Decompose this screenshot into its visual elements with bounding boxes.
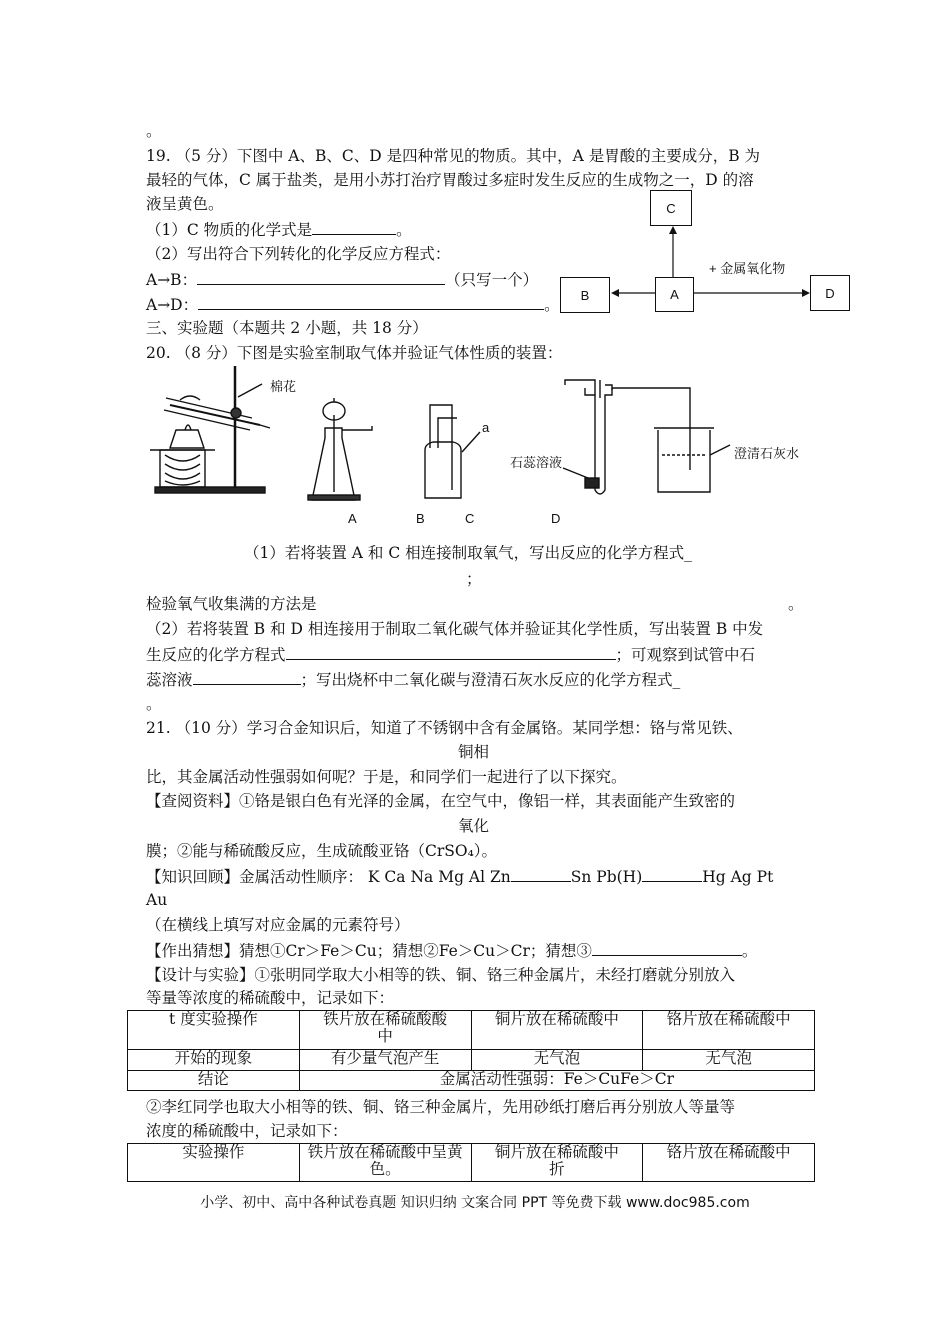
answer-blank[interactable] bbox=[642, 865, 702, 882]
label-litmus: 石蕊溶液 bbox=[510, 456, 563, 471]
question-21-line-12: 等量等浓度的稀硫酸中，记录如下： bbox=[146, 989, 395, 1007]
question-19-part-2: （2）写出符合下列转化的化学反应方程式： bbox=[146, 245, 451, 263]
text: ；可观察到试管中石 bbox=[615, 646, 756, 664]
question-21-line-6: 膜；②能与稀硫酸反应，生成硫酸亚铬（CrSO₄）。 bbox=[146, 842, 498, 860]
question-20-line-1: 20. （8 分）下图是实验室制取气体并验证气体性质的装置： bbox=[146, 344, 563, 362]
text: 生反应的化学方程式 bbox=[146, 646, 286, 664]
question-21-line-4: 【查阅资料】①铬是银白色有光泽的金属，在空气中，像铝一样，其表面能产生致密的 bbox=[146, 792, 736, 810]
question-21-line-1: 21. （10 分）学习合金知识后，知道了不锈钢中含有金属铬。某同学想：铬与常见铁、 bbox=[146, 719, 743, 737]
question-19-line-3: 液呈黄色。 bbox=[146, 195, 224, 213]
node-d: D bbox=[810, 275, 850, 311]
question-19-line-2: 最轻的气体，C 属于盐类，是用小苏打治疗胃酸过多症时发生反应的生成物之一，D 的溶 bbox=[146, 171, 754, 189]
text: （只写一个） bbox=[445, 271, 539, 289]
table-cell: 结论 bbox=[128, 1071, 300, 1091]
table-cell: 实验操作 bbox=[128, 1144, 300, 1182]
question-21-line-14: 浓度的稀硫酸中，记录如下： bbox=[146, 1122, 348, 1140]
text-semicolon: ； bbox=[466, 570, 482, 588]
label-apparatus-a: A bbox=[348, 511, 357, 526]
table-cell: 铁片放在稀硫酸酸 中 bbox=[299, 1011, 471, 1050]
text-line: 。 bbox=[146, 122, 162, 140]
node-b: B bbox=[560, 277, 610, 313]
text: 【作出猜想】猜想①Cr＞Fe＞Cu；猜想②Fe＞Cu＞Cr；猜想③ bbox=[146, 942, 592, 960]
question-21-activity-series bbox=[146, 865, 773, 888]
text: A→B： bbox=[146, 271, 198, 289]
question-19-line-1: 19. （5 分）下图中 A、B、C、D 是四种常见的物质。其中，A 是胃酸的主要成分，B 为 bbox=[146, 147, 761, 165]
question-21-line-5: 氧化 bbox=[458, 817, 490, 835]
table-cell: 金属活动性强弱：Fe＞CuFe＞Cr bbox=[299, 1071, 814, 1091]
label-apparatus-c: C bbox=[465, 511, 475, 526]
apparatus-figure bbox=[0, 0, 950, 530]
text: ；写出烧杯中二氧化碳与澄清石灰水反应的化学方程式_ bbox=[300, 671, 681, 689]
question-20-part-2-line-3 bbox=[146, 668, 680, 691]
text: Sn Pb(H) bbox=[570, 868, 643, 886]
question-21-hypothesis bbox=[146, 939, 757, 962]
arrow-label: + 金属氧化物 bbox=[709, 261, 786, 276]
experiment-table-2 bbox=[127, 1143, 815, 1182]
question-21-line-9: （在横线上填写对应金属的元素符号） bbox=[146, 916, 410, 934]
table-cell: 开始的现象 bbox=[128, 1050, 300, 1071]
answer-blank[interactable] bbox=[286, 643, 616, 660]
table-cell: 铜片放在稀硫酸中 折 bbox=[471, 1144, 643, 1182]
label-limewater: 澄清石灰水 bbox=[734, 447, 800, 462]
answer-blank[interactable] bbox=[592, 939, 742, 956]
node-a: A bbox=[655, 277, 694, 312]
label-a: a bbox=[482, 420, 490, 435]
question-21-line-3: 比，其金属活动性强弱如何呢？于是，和同学们一起进行了以下探究。 bbox=[146, 768, 627, 786]
answer-blank[interactable] bbox=[511, 865, 571, 882]
node-c: C bbox=[650, 190, 692, 226]
label-apparatus-b: B bbox=[416, 511, 425, 526]
question-20-part-2-line-2 bbox=[146, 643, 755, 666]
table-cell: 无气泡 bbox=[471, 1050, 643, 1071]
question-21-line-2: 铜相 bbox=[458, 743, 490, 761]
section-heading: 三、实验题（本题共 2 小题，共 18 分） bbox=[146, 319, 428, 337]
question-21-line-13: ②李红同学也取大小相等的铁、铜、铬三种金属片，先用砂纸打磨后再分别放人等量等 bbox=[146, 1098, 736, 1116]
question-20-check: 检验氧气收集满的方法是 bbox=[146, 595, 317, 613]
page-footer: 小学、初中、高中各种试卷真题 知识归纳 文案合同 PPT 等免费下载 www.doc985.com bbox=[200, 1195, 750, 1211]
label-cotton: 棉花 bbox=[270, 380, 297, 395]
question-21-line-8: Au bbox=[146, 891, 168, 909]
text: 。 bbox=[741, 942, 758, 960]
text-period: 。 bbox=[788, 595, 804, 613]
question-20-part-2-line-1: （2）若将装置 B 和 D 相连接用于制取二氧化碳气体并验证其化学性质，写出装置 B 中发 bbox=[146, 620, 764, 638]
text: 。 bbox=[544, 296, 560, 314]
question-21-line-11: 【设计与实验】①张明同学取大小相等的铁、铜、铬三种金属片，未经打磨就分别放入 bbox=[146, 966, 736, 984]
text: 蕊溶液 bbox=[146, 671, 193, 689]
answer-blank[interactable] bbox=[193, 668, 301, 685]
table-cell: 有少量气泡产生 bbox=[299, 1050, 471, 1071]
table-cell: t 度实验操作 bbox=[128, 1011, 300, 1050]
table-cell: 铜片放在稀硫酸中 bbox=[471, 1011, 643, 1050]
table-cell: 铬片放在稀硫酸中 bbox=[643, 1011, 815, 1050]
text-period: 。 bbox=[146, 695, 162, 713]
experiment-table-1 bbox=[127, 1010, 815, 1091]
text: A→D： bbox=[146, 296, 199, 314]
text: 【知识回顾】金属活动性顺序： K Ca Na Mg Al Zn bbox=[146, 868, 511, 886]
text: 。 bbox=[396, 221, 412, 239]
label-apparatus-d: D bbox=[551, 511, 561, 526]
table-cell: 铁片放在稀硫酸中呈黄 色。 bbox=[299, 1144, 471, 1182]
table-cell: 铬片放在稀硫酸中 bbox=[643, 1144, 815, 1182]
table-cell: 无气泡 bbox=[643, 1050, 815, 1071]
question-20-part-1: （1）若将装置 A 和 C 相连接制取氧气，写出反应的化学方程式_ bbox=[244, 544, 692, 562]
text: Hg Ag Pt bbox=[702, 868, 774, 886]
text: （1）C 物质的化学式是 bbox=[146, 221, 313, 239]
